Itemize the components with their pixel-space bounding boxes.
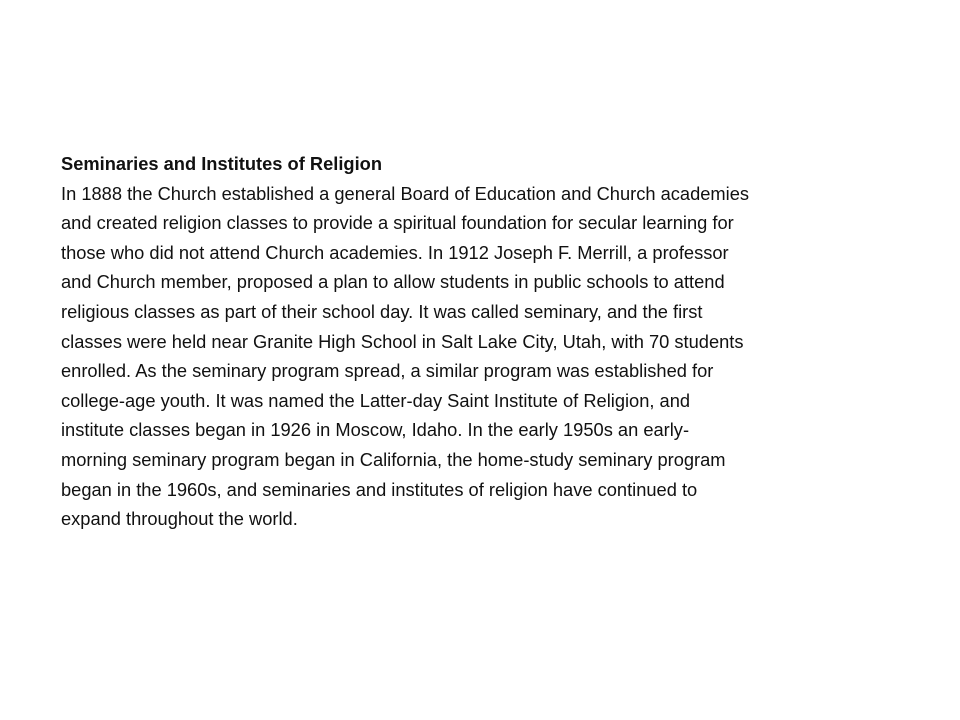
body-line: and created religion classes to provide a spiritual foundation for secular learning for [61,212,734,234]
body-line: and Church member, proposed a plan to allow students in public schools to attend [61,271,725,293]
body-line: college-age youth. It was named the Latter-day Saint Institute of Religion, and [61,389,691,411]
body-line: began in the 1960s, and seminaries and institutes of religion have continued to [61,478,698,500]
body-line: religious classes as part of their school day. It was called seminary, and the first [61,300,703,322]
body-line: expand throughout the world. [61,508,298,530]
slide-title: Seminaries and Institutes of Religion [61,153,382,174]
body-line: In 1888 the Church established a general Board of Education and Church academies [61,182,750,204]
body-line: those who did not attend Church academies. In 1912 Joseph F. Merrill, a professor [61,241,729,263]
body-line: enrolled. As the seminary program spread, a similar program was established for [61,360,714,382]
body-line: classes were held near Granite High School in Salt Lake City, Utah, with 70 students [61,330,744,352]
body-line: institute classes began in 1926 in Moscow, Idaho. In the early 1950s an early- [61,419,690,441]
body-line: morning seminary program began in California, the home-study seminary program [61,448,726,470]
text-block [61,149,911,534]
